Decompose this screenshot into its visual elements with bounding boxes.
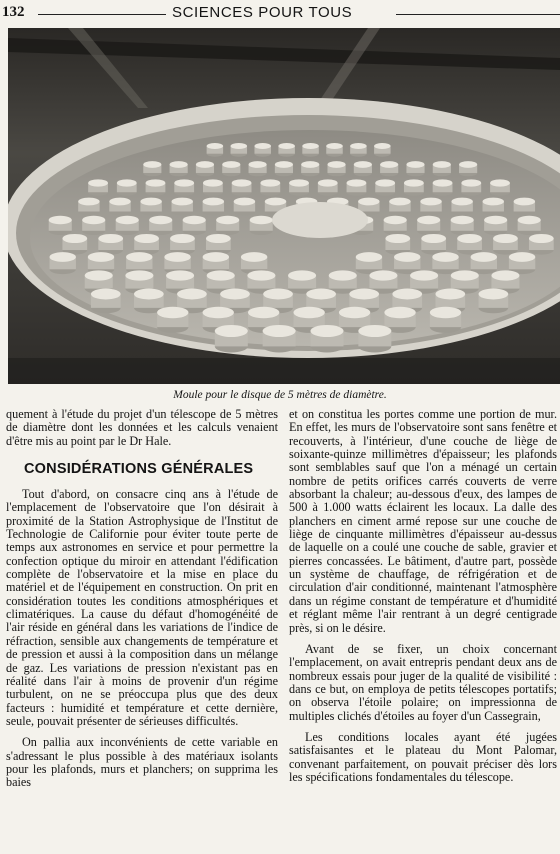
figure-caption: Moule pour le disque de 5 mètres de diamètre.: [173, 389, 387, 401]
header-rule-right: [396, 14, 560, 15]
header-rule-left: [38, 14, 166, 15]
left-column: [6, 408, 278, 790]
left-paragraph-3: On pallia aux inconvénients de cette variable en s'adressant le plus possible à des matériaux isolants pour les plafonds, murs et planchers; on supprima les baies: [6, 735, 278, 790]
left-paragraph-2: Tout d'abord, on consacre cinq ans à l'étude de l'emplacement de l'observatoire que l'on désirait à proximité de la Station Astrophysique de l'Institut de Technologie de Californie pour éviter toute perte de temps aux astronomes en service et pour permettre la confection optique du miroir en attendant l'édification complète de l'observatoire et la mise en place du matériel et de l'équipement en construction. On prit en considération toutes les conditions atmosphériques et climatériques. La cause du défaut d'homogénéité de l'air réside en général dans les variations de l'indice de réfraction, sensible aux changements de température et de pression et aussi à la composition dans un mélange de gaz. Les variations de pression n'existant pas en réalité dans l'air à moins de provenir d'un régime turbulent, on ne se préoccupa plus que des deux facteurs : humidité et température et cette dernière, seule, pouvait présenter de sérieuses difficultés.: [6, 487, 278, 728]
page-number: 132: [2, 4, 25, 20]
mirror-mold-photo: [8, 28, 560, 384]
right-paragraph-1: et on constitua les portes comme une portion de mur. En effet, les murs de l'observatoire sont sans fenêtre et recouverts, à l'intérieur, d'une couche de liège de soixante-quinze millimètres d'épaisseur; les plafonds sont semblables sauf que l'on a ménagé un certain nombre de petits orifices carrés couverts de verre absorbant la chaleur; au-dessous d'eux, des lampes de 500 à 1.000 watts éclairent les locaux. La dalle des planchers en ciment armé repose sur une couche de liège de cinquante millimètres d'épaisseur au-dessus de laquelle on a coulé une couche de sable, gravier et pierres concassées. Le bâtiment, d'autre part, possède un système de chauffage, de réfrigération et de circulation d'air conditionné, maintenant l'atmosphère dans un régime constant de température et d'humidité et réglant même l'air rentrant à un degré centigrade près, si on le désire.: [289, 407, 557, 635]
running-title: SCIENCES POUR TOUS: [172, 4, 353, 21]
right-paragraph-3: Les conditions locales ayant été jugées satisfaisantes et le plateau du Mont Palomar, convenant parfaitement, on pouvait préciser dès lors les spécifications fondamentales du télescope.: [289, 729, 557, 784]
right-paragraph-2: Avant de se fixer, un choix concernant l'emplacement, on avait entrepris pendant deux ans de nombreux essais pour juger de la qualité de visibilité : dans ce but, on employa de petits télescopes portatifs; on observa l'étoile polaire; on impressionna de multiples clichés d'étoiles au foyer d'un Cassegrain,: [289, 641, 557, 723]
section-heading: CONSIDÉRATIONS GÉNÉRALES: [24, 461, 254, 478]
left-paragraph-1: quement à l'étude du projet d'un télescope de 5 mètres de diamètre dont les données et les calculs venaient d'être mis au point par le Dr Hale.: [6, 407, 278, 448]
right-column: [289, 408, 557, 784]
page-header: [0, 0, 560, 30]
